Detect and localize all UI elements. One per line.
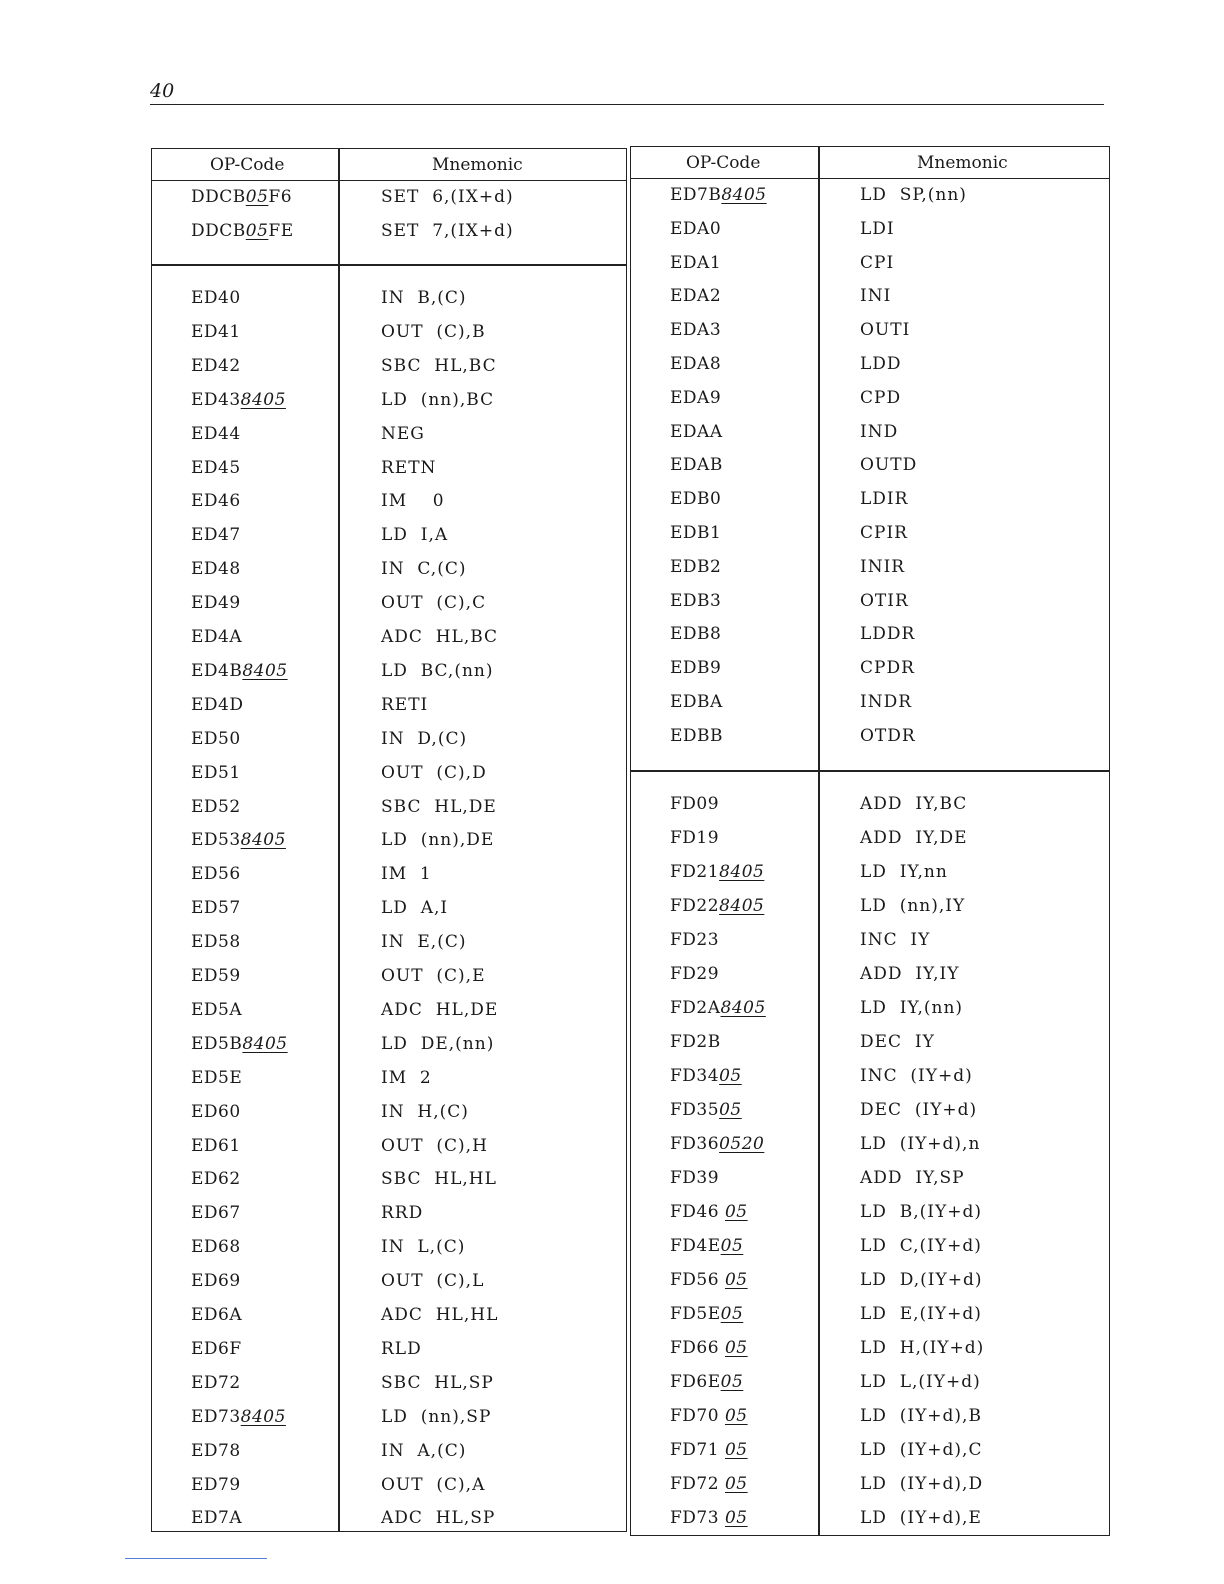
opcode-operand: 05 [720, 1304, 744, 1324]
opcode-cell [191, 1034, 288, 1054]
opcode-prefix: FD23 [670, 930, 720, 950]
mnemonic-cell: LDD [860, 354, 902, 374]
opcode-prefix: FD72 [670, 1474, 725, 1494]
opcode-operand: 05 [724, 1202, 748, 1222]
opcode-prefix: FD5E [670, 1304, 721, 1324]
opcode-cell [191, 1237, 241, 1257]
header-rule [150, 104, 1104, 105]
mnemonic-cell: ADD IY,BC [860, 794, 968, 814]
opcode-prefix: EDB3 [670, 590, 722, 611]
mnemonic-cell: LD IY,(nn) [860, 998, 964, 1018]
opcode-cell [191, 1339, 242, 1359]
opcode-prefix: FD4E [670, 1236, 721, 1256]
opcode-prefix: ED60 [191, 1101, 241, 1122]
opcode-cell [191, 695, 244, 715]
opcode-prefix: EDBB [670, 725, 724, 746]
mnemonic-cell: OTDR [860, 725, 916, 746]
opcode-prefix: ED67 [191, 1203, 241, 1224]
opcode-prefix: EDB1 [670, 523, 722, 543]
opcode-cell [191, 491, 241, 511]
mnemonic-cell: LD B,(IY+d) [860, 1202, 982, 1222]
opcode-cell [670, 726, 723, 746]
mnemonic-cell: LD (IY+d),n [860, 1134, 981, 1154]
opcode-prefix: FD2B [670, 1032, 721, 1052]
left-header-mnemonic: Mnemonic [432, 155, 523, 175]
opcode-cell [670, 591, 721, 611]
opcode-prefix: ED4D [191, 694, 244, 715]
right-table-header [631, 147, 1109, 179]
opcode-cell [670, 794, 719, 814]
opcode-cell [191, 424, 241, 444]
opcode-prefix: ED51 [191, 762, 241, 783]
opcode-prefix: EDBA [670, 692, 723, 712]
mnemonic-cell: IND [860, 421, 899, 442]
opcode-cell [670, 692, 723, 712]
opcode-prefix: ED73 [191, 1406, 241, 1427]
opcode-cell [670, 219, 721, 239]
opcode-cell [670, 1032, 721, 1052]
opcode-cell [670, 286, 721, 306]
opcode-cell [670, 862, 764, 882]
opcode-prefix: FD35 [670, 1100, 720, 1120]
opcode-cell [191, 525, 241, 545]
opcode-cell [670, 1474, 748, 1494]
left-table-header [152, 149, 626, 181]
mnemonic-cell: LDI [860, 218, 895, 239]
opcode-cell [191, 1441, 241, 1461]
mnemonic-cell: DEC (IY+d) [860, 1100, 978, 1120]
opcode-cell [670, 1338, 748, 1358]
mnemonic-cell: IM 0 [381, 491, 445, 512]
opcode-prefix: ED68 [191, 1237, 241, 1258]
mnemonic-cell: ADD IY,IY [860, 964, 960, 984]
left-column-divider [338, 149, 340, 1531]
opcode-prefix: DDCB [191, 221, 246, 241]
opcode-cell [191, 1373, 241, 1393]
opcode-cell [670, 1202, 748, 1222]
opcode-prefix: ED4B [191, 660, 243, 681]
opcode-prefix: FD2A [670, 998, 721, 1018]
mnemonic-cell: CPD [860, 387, 902, 408]
opcode-cell [670, 320, 721, 340]
mnemonic-cell: LD D,(IY+d) [860, 1270, 983, 1290]
opcode-cell [191, 1068, 242, 1088]
opcode-prefix: ED69 [191, 1271, 241, 1292]
mnemonic-cell: ADD IY,SP [860, 1168, 965, 1188]
opcode-operand: 05 [719, 1100, 742, 1120]
mnemonic-cell: INDR [860, 692, 913, 712]
mnemonic-cell: IN D,(C) [381, 728, 468, 749]
mnemonic-cell: DEC IY [860, 1032, 935, 1052]
mnemonic-cell: LD I,A [381, 525, 449, 546]
opcode-cell [670, 422, 723, 442]
opcode-prefix: ED53 [191, 830, 241, 851]
opcode-prefix: FD09 [670, 794, 720, 814]
mnemonic-cell: RETI [381, 694, 429, 715]
opcode-operand: 8405 [719, 896, 765, 916]
opcode-cell [191, 830, 286, 850]
opcode-cell [670, 828, 719, 848]
opcode-prefix: ED57 [191, 898, 241, 919]
opcode-cell [191, 288, 241, 308]
opcode-cell [191, 898, 241, 918]
opcode-prefix: ED42 [191, 355, 241, 376]
mnemonic-cell: INC IY [860, 930, 931, 950]
opcode-cell [191, 729, 241, 749]
opcode-cell [670, 489, 721, 509]
mnemonic-cell: IN C,(C) [381, 559, 467, 580]
mnemonic-cell: OUT (C),C [381, 593, 487, 614]
mnemonic-cell: OUT (C),E [381, 966, 486, 986]
opcode-operand: 05 [720, 1372, 744, 1392]
opcode-prefix: EDB9 [670, 658, 722, 679]
opcode-prefix: ED5E [191, 1067, 243, 1088]
opcode-cell [670, 354, 721, 374]
right-section-rule [631, 770, 1109, 772]
opcode-cell [670, 253, 721, 273]
mnemonic-cell: RLD [381, 1338, 422, 1359]
opcode-operand: 8405 [720, 998, 766, 1018]
left-header-opcode: OP-Code [210, 155, 285, 175]
opcode-cell [191, 966, 241, 986]
opcode-cell [191, 1508, 242, 1528]
opcode-cell [670, 1100, 742, 1120]
opcode-cell [670, 1508, 748, 1528]
opcode-cell [670, 185, 767, 205]
opcode-operand: 8405 [240, 830, 286, 851]
opcode-prefix: FD22 [670, 896, 720, 916]
opcode-prefix: DDCB [191, 187, 246, 207]
mnemonic-cell: CPIR [860, 523, 908, 543]
mnemonic-cell: LD SP,(nn) [860, 185, 967, 205]
opcode-cell [670, 658, 721, 678]
opcode-prefix: ED62 [191, 1169, 241, 1190]
opcode-cell [191, 932, 241, 952]
opcode-prefix: ED46 [191, 491, 241, 512]
opcode-prefix: ED4A [191, 627, 243, 647]
opcode-operand: 05 [719, 1066, 742, 1086]
opcode-prefix: ED49 [191, 593, 241, 614]
opcode-operand: 05 [245, 221, 269, 241]
mnemonic-cell: SET 6,(IX+d) [381, 187, 514, 207]
opcode-cell [670, 930, 719, 950]
mnemonic-cell: SBC HL,DE [381, 796, 497, 817]
opcode-prefix: ED7B [670, 185, 722, 205]
mnemonic-cell: LD (IY+d),D [860, 1474, 984, 1494]
mnemonic-cell: OUT (C),B [381, 321, 486, 342]
mnemonic-cell: INIR [860, 556, 906, 577]
mnemonic-cell: SBC HL,HL [381, 1169, 497, 1190]
opcode-prefix: EDAA [670, 421, 723, 442]
opcode-prefix: ED6F [191, 1338, 242, 1359]
opcode-prefix: FD34 [670, 1066, 720, 1086]
mnemonic-cell: LD L,(IY+d) [860, 1372, 981, 1392]
opcode-operand: 8405 [721, 185, 767, 205]
opcode-operand: 8405 [240, 389, 286, 410]
opcode-cell [191, 1271, 241, 1291]
opcode-suffix: F6 [268, 187, 293, 207]
mnemonic-cell: LD (nn),BC [381, 389, 495, 410]
opcode-cell [191, 356, 241, 376]
opcode-prefix: EDA0 [670, 218, 722, 239]
mnemonic-cell: LD DE,(nn) [381, 1033, 495, 1054]
opcode-operand: 0520 [719, 1134, 765, 1154]
opcode-prefix: EDB0 [670, 489, 722, 510]
mnemonic-cell: LDDR [860, 624, 916, 645]
opcode-prefix: FD6E [670, 1372, 721, 1392]
opcode-operand: 05 [724, 1406, 748, 1426]
opcode-prefix: ED47 [191, 525, 241, 546]
opcode-cell [670, 1066, 742, 1086]
opcode-operand: 8405 [240, 1406, 286, 1427]
mnemonic-cell: LD BC,(nn) [381, 660, 494, 681]
mnemonic-cell: IN E,(C) [381, 932, 467, 953]
opcode-operand: 05 [724, 1474, 748, 1494]
mnemonic-cell: LD IY,nn [860, 862, 948, 882]
opcode-cell [670, 388, 721, 408]
opcode-prefix: ED48 [191, 559, 241, 580]
mnemonic-cell: IN H,(C) [381, 1101, 469, 1122]
mnemonic-cell: OUT (C),D [381, 762, 487, 783]
mnemonic-cell: OUTI [860, 320, 911, 341]
mnemonic-cell: IM 1 [381, 864, 432, 885]
mnemonic-cell: OUT (C),L [381, 1271, 485, 1292]
opcode-prefix: FD56 [670, 1270, 725, 1290]
opcode-cell [670, 1372, 743, 1392]
mnemonic-cell: OUT (C),A [381, 1474, 486, 1495]
opcode-prefix: ED7A [191, 1508, 243, 1529]
footer-link-line [125, 1558, 267, 1559]
mnemonic-cell: LD (IY+d),E [860, 1508, 982, 1528]
opcode-operand: 8405 [242, 660, 288, 681]
opcode-cell [670, 896, 764, 916]
opcode-cell [670, 964, 719, 984]
opcode-prefix: ED41 [191, 321, 241, 342]
opcode-cell [670, 1236, 743, 1256]
opcode-cell [191, 1203, 241, 1223]
opcode-prefix: FD46 [670, 1202, 725, 1222]
opcode-cell [670, 1134, 764, 1154]
mnemonic-cell: OUTD [860, 455, 918, 476]
opcode-cell [191, 1136, 241, 1156]
mnemonic-cell: INC (IY+d) [860, 1066, 973, 1086]
opcode-prefix: ED56 [191, 864, 241, 885]
mnemonic-cell: LD (nn),SP [381, 1406, 492, 1427]
opcode-cell [191, 1407, 286, 1427]
mnemonic-cell: SET 7,(IX+d) [381, 221, 514, 241]
opcode-prefix: ED6A [191, 1305, 243, 1325]
opcode-prefix: EDA9 [670, 387, 722, 408]
mnemonic-cell: CPI [860, 252, 895, 273]
opcode-cell [670, 1270, 748, 1290]
mnemonic-cell: OTIR [860, 590, 909, 611]
opcode-cell [670, 998, 766, 1018]
mnemonic-cell: LDIR [860, 489, 909, 510]
left-opcode-table [151, 148, 627, 1532]
opcode-cell [191, 221, 294, 241]
right-header-opcode: OP-Code [686, 153, 761, 173]
mnemonic-cell: IN L,(C) [381, 1237, 466, 1258]
mnemonic-cell: IN B,(C) [381, 288, 467, 308]
opcode-prefix: FD73 [670, 1508, 725, 1528]
page-number: 40 [150, 80, 175, 102]
opcode-prefix: ED72 [191, 1372, 241, 1393]
left-section-rule [152, 264, 626, 266]
opcode-prefix: FD71 [670, 1440, 725, 1460]
opcode-cell [191, 322, 241, 342]
opcode-operand: 05 [720, 1236, 744, 1256]
opcode-prefix: EDA2 [670, 286, 722, 307]
opcode-cell [191, 390, 286, 410]
opcode-cell [191, 864, 241, 884]
opcode-operand: 05 [724, 1270, 748, 1290]
opcode-prefix: ED44 [191, 423, 241, 444]
opcode-operand: 05 [724, 1338, 748, 1358]
opcode-cell [670, 1168, 719, 1188]
opcode-prefix: EDB8 [670, 624, 722, 645]
opcode-operand: 8405 [242, 1033, 288, 1054]
mnemonic-cell: ADC HL,HL [381, 1305, 499, 1325]
opcode-cell [670, 1406, 748, 1426]
opcode-prefix: FD39 [670, 1168, 720, 1188]
opcode-cell [670, 557, 721, 577]
opcode-cell [191, 593, 241, 613]
opcode-cell [670, 455, 723, 475]
mnemonic-cell: NEG [381, 423, 425, 444]
right-header-mnemonic: Mnemonic [917, 153, 1008, 173]
mnemonic-cell: LD H,(IY+d) [860, 1338, 985, 1358]
opcode-operand: 05 [724, 1440, 748, 1460]
opcode-prefix: EDB2 [670, 556, 722, 577]
mnemonic-cell: ADD IY,DE [860, 828, 968, 848]
mnemonic-cell: IM 2 [381, 1067, 432, 1088]
mnemonic-cell: ADC HL,BC [381, 627, 499, 647]
opcode-cell [191, 458, 241, 478]
opcode-cell [191, 797, 241, 817]
mnemonic-cell: LD (IY+d),C [860, 1440, 983, 1460]
opcode-cell [191, 1169, 241, 1189]
mnemonic-cell: LD (nn),IY [860, 896, 966, 916]
opcode-cell [670, 1440, 748, 1460]
opcode-cell [670, 624, 721, 644]
mnemonic-cell: LD E,(IY+d) [860, 1304, 982, 1324]
opcode-cell [191, 187, 292, 207]
mnemonic-cell: CPDR [860, 658, 915, 679]
opcode-prefix: FD21 [670, 862, 720, 882]
opcode-cell [191, 1475, 241, 1495]
mnemonic-cell: LD (nn),DE [381, 830, 495, 851]
mnemonic-cell: OUT (C),H [381, 1135, 488, 1156]
opcode-cell [191, 1305, 242, 1325]
opcode-cell [191, 559, 241, 579]
opcode-cell [670, 1304, 743, 1324]
opcode-cell [191, 627, 242, 647]
opcode-prefix: ED5A [191, 999, 243, 1020]
mnemonic-cell: IN A,(C) [381, 1440, 467, 1461]
opcode-prefix: ED43 [191, 389, 241, 410]
mnemonic-cell: LD A,I [381, 898, 449, 919]
opcode-cell [670, 523, 721, 543]
opcode-operand: 8405 [719, 862, 765, 882]
right-opcode-table [630, 146, 1110, 1536]
opcode-operand: 05 [724, 1508, 748, 1528]
opcode-prefix: ED58 [191, 932, 241, 953]
opcode-prefix: EDA1 [670, 252, 722, 273]
mnemonic-cell: RETN [381, 457, 437, 478]
mnemonic-cell: INI [860, 286, 892, 307]
opcode-prefix: EDAB [670, 455, 723, 476]
opcode-prefix: ED59 [191, 966, 241, 986]
opcode-prefix: ED45 [191, 457, 241, 478]
mnemonic-cell: SBC HL,BC [381, 355, 497, 376]
mnemonic-cell: ADC HL,DE [381, 999, 499, 1020]
opcode-suffix: FE [268, 221, 294, 241]
opcode-prefix: EDA8 [670, 354, 722, 374]
opcode-prefix: FD66 [670, 1338, 725, 1358]
opcode-prefix: FD70 [670, 1406, 725, 1426]
opcode-cell [191, 1102, 241, 1122]
opcode-prefix: ED5B [191, 1033, 243, 1054]
opcode-prefix: ED40 [191, 288, 241, 308]
mnemonic-cell: SBC HL,SP [381, 1372, 494, 1393]
opcode-prefix: ED78 [191, 1440, 241, 1461]
opcode-prefix: ED79 [191, 1474, 241, 1495]
opcode-operand: 05 [245, 187, 269, 207]
opcode-prefix: FD36 [670, 1134, 720, 1154]
right-column-divider [818, 147, 820, 1535]
opcode-cell [191, 763, 241, 783]
opcode-prefix: ED50 [191, 728, 241, 749]
opcode-cell [191, 661, 288, 681]
opcode-prefix: ED61 [191, 1135, 241, 1156]
opcode-prefix: ED52 [191, 796, 241, 817]
opcode-prefix: FD29 [670, 964, 720, 984]
opcode-cell [191, 1000, 242, 1020]
mnemonic-cell: ADC HL,SP [381, 1508, 496, 1529]
mnemonic-cell: LD C,(IY+d) [860, 1236, 982, 1256]
opcode-prefix: FD19 [670, 828, 720, 848]
mnemonic-cell: RRD [381, 1203, 424, 1224]
mnemonic-cell: LD (IY+d),B [860, 1406, 982, 1426]
opcode-prefix: EDA3 [670, 320, 722, 341]
